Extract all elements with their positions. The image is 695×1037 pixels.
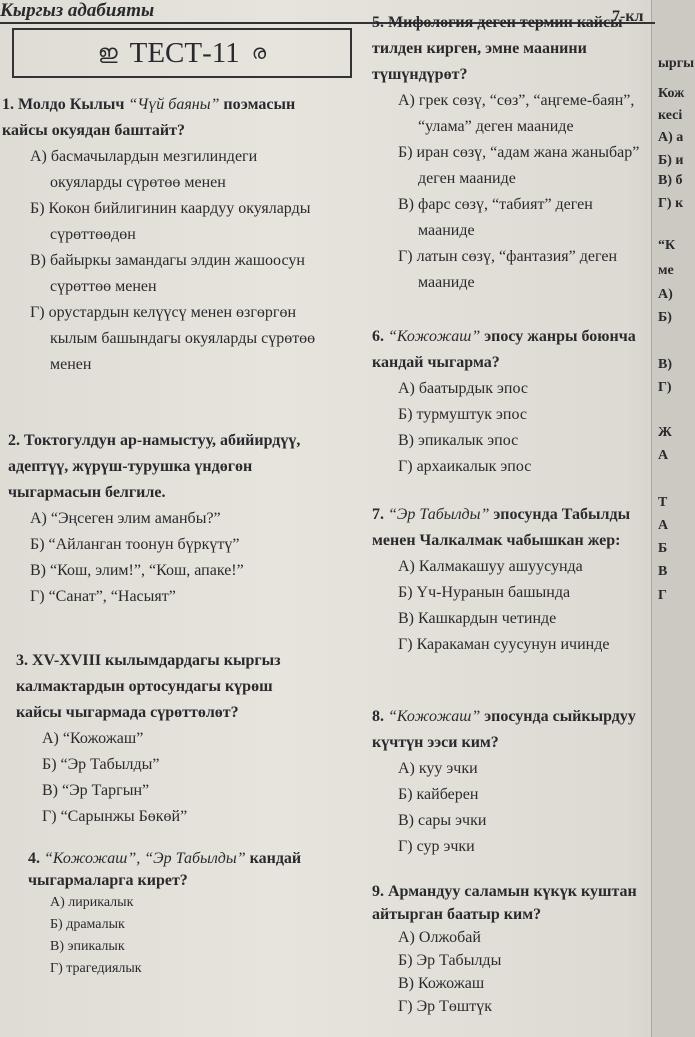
edge-fragment: В <box>658 564 668 579</box>
edge-fragment: Кож <box>658 86 685 101</box>
edge-fragment: Ж <box>658 425 672 440</box>
question-text: 9. Армандуу саламын күкүк куштан айтырган баатыр ким? <box>372 883 637 923</box>
edge-fragment: В) <box>658 357 672 372</box>
answer-option[interactable]: Г) трагедиялык <box>50 961 142 976</box>
answer-option[interactable]: Б) иран сөзү, “адам жана жаныбар” деген мааниде <box>398 144 640 187</box>
right-ornament-icon: ര <box>251 41 267 64</box>
answer-option[interactable]: В) Кожожаш <box>398 975 485 992</box>
answer-option[interactable]: В) Кашкардын четинде <box>398 610 557 627</box>
question-2 <box>8 428 333 610</box>
question-4 <box>28 848 338 980</box>
answer-option[interactable]: В) “Кош, элим!”, “Кош, апаке!” <box>30 562 244 579</box>
answer-option[interactable]: Г) “Санат”, “Насыят” <box>30 588 176 605</box>
answer-option[interactable]: Б) турмуштук эпос <box>398 406 527 423</box>
question-8 <box>372 704 648 860</box>
test-title-box <box>12 28 352 78</box>
edge-fragment: А <box>658 448 669 463</box>
edge-fragment: А <box>658 518 669 533</box>
answer-option[interactable]: Б) Кокон бийлигинин каардуу окуяларды сүрөттөөдөн <box>30 200 311 243</box>
question-9 <box>372 880 648 1018</box>
left-ornament-icon: ഇ <box>97 41 118 64</box>
answer-option[interactable]: А) баатырдык эпос <box>398 380 528 397</box>
answer-option[interactable]: Б) кайберен <box>398 786 479 803</box>
answer-option[interactable]: В) сары эчки <box>398 812 487 829</box>
answer-option[interactable]: А) Олжобай <box>398 929 481 946</box>
edge-fragment: Б <box>658 541 668 556</box>
subject-header: Кыргыз адабияты <box>0 0 155 21</box>
answer-option[interactable]: Б) Үч-Нуранын башында <box>398 584 571 601</box>
answer-option[interactable]: В) эпикалык эпос <box>398 432 519 449</box>
answer-option[interactable]: Б) “Айланган тоонун бүркүтү” <box>30 536 240 553</box>
edge-fragment: ыргы <box>658 56 695 71</box>
answer-option[interactable]: В) фарс сөзү, “табият” деген мааниде <box>398 196 593 239</box>
question-text: 3. XV-XVIII кылымдардагы кыргыз калмактардын ортосундагы күрөш кайсы чыгармада сүрөттөлөт? <box>16 652 281 721</box>
answer-option[interactable]: Г) “Сарынжы Бөкөй” <box>42 808 188 825</box>
question-text: 8. “Кожожаш” эпосунда сыйкырдуу күчтүн ээси ким? <box>372 708 636 751</box>
question-5 <box>372 10 648 296</box>
edge-fragment: Г) к <box>658 196 684 211</box>
edge-fragment: Т <box>658 495 668 510</box>
next-page-edge <box>651 0 695 1037</box>
question-text: 5. Мифология деген термин кайсы тилден кирген, эмне маанини түшүндүрөт? <box>372 14 623 83</box>
answer-option[interactable]: Г) Каракаман суусунун ичинде <box>398 636 610 653</box>
answer-option[interactable]: Г) латын сөзү, “фантазия” деген мааниде <box>398 248 617 291</box>
answer-option[interactable]: А) куу эчки <box>398 760 478 777</box>
question-6 <box>372 324 648 480</box>
edge-fragment: ме <box>658 263 674 278</box>
answer-option[interactable]: Г) Эр Төштүк <box>398 998 492 1015</box>
answer-option[interactable]: Г) архаикалык эпос <box>398 458 532 475</box>
question-7 <box>372 502 650 658</box>
question-text: 4. “Кожожаш”, “Эр Табылды” кандай чыгармаларга кирет? <box>28 850 302 889</box>
answer-option[interactable]: Г) сур эчки <box>398 838 475 855</box>
answer-option[interactable]: В) байыркы замандагы элдин жашоосун сүрөттөө менен <box>30 252 305 295</box>
edge-fragment: А) а <box>658 130 684 145</box>
answer-option[interactable]: В) эпикалык <box>50 939 125 954</box>
edge-fragment: А) <box>658 287 673 302</box>
question-text: 2. Токтогулдун ар-намыстуу, абийирдүү, адептүү, жүрүш-турушка үндөгөн чыгармасын белгиле. <box>8 432 301 501</box>
grade-label: 7-кл <box>612 8 644 25</box>
test-title: ТЕСТ-11 <box>129 36 240 69</box>
answer-option[interactable]: А) Калмакашуу ашуусунда <box>398 558 583 575</box>
edge-fragment: Г <box>658 588 667 603</box>
edge-fragment: кесі <box>658 108 683 123</box>
answer-option[interactable]: А) “Эңсеген элим аманбы?” <box>30 510 221 527</box>
edge-fragment: Б) и <box>658 153 684 168</box>
question-text: 6. “Кожожаш” эпосу жанры боюнча кандай чыгарма? <box>372 328 636 371</box>
answer-option[interactable]: А) басмачылардын мезгилиндеги окуяларды сүрөтөө менен <box>30 148 258 191</box>
edge-fragment: Г) <box>658 380 672 395</box>
answer-option[interactable]: Б) “Эр Табылды” <box>42 756 160 773</box>
edge-fragment: “К <box>658 238 676 253</box>
answer-option[interactable]: Г) орустардын келүүсү менен өзгөргөн кылым башындагы окуяларды сүрөтөө менен <box>30 304 316 373</box>
question-1 <box>2 92 332 378</box>
answer-option[interactable]: А) грек сөзү, “сөз”, “аңгеме-баян”, “улама” деген мааниде <box>398 92 635 135</box>
question-3 <box>16 648 316 830</box>
edge-fragment: Б) <box>658 310 672 325</box>
answer-option[interactable]: А) лирикалык <box>50 895 134 910</box>
question-text: 7. “Эр Табылды” эпосунда Табылды менен Чалкалмак чабышкан жер: <box>372 506 631 549</box>
question-text: 1. Молдо Кылыч “Чүй баяны” поэмасын кайсы окуядан баштайт? <box>2 96 296 139</box>
answer-option[interactable]: В) “Эр Таргын” <box>42 782 150 799</box>
edge-fragment: В) б <box>658 173 683 188</box>
answer-option[interactable]: А) “Кожожаш” <box>42 730 144 747</box>
answer-option[interactable]: Б) Эр Табылды <box>398 952 502 969</box>
answer-option[interactable]: Б) драмалык <box>50 917 125 932</box>
